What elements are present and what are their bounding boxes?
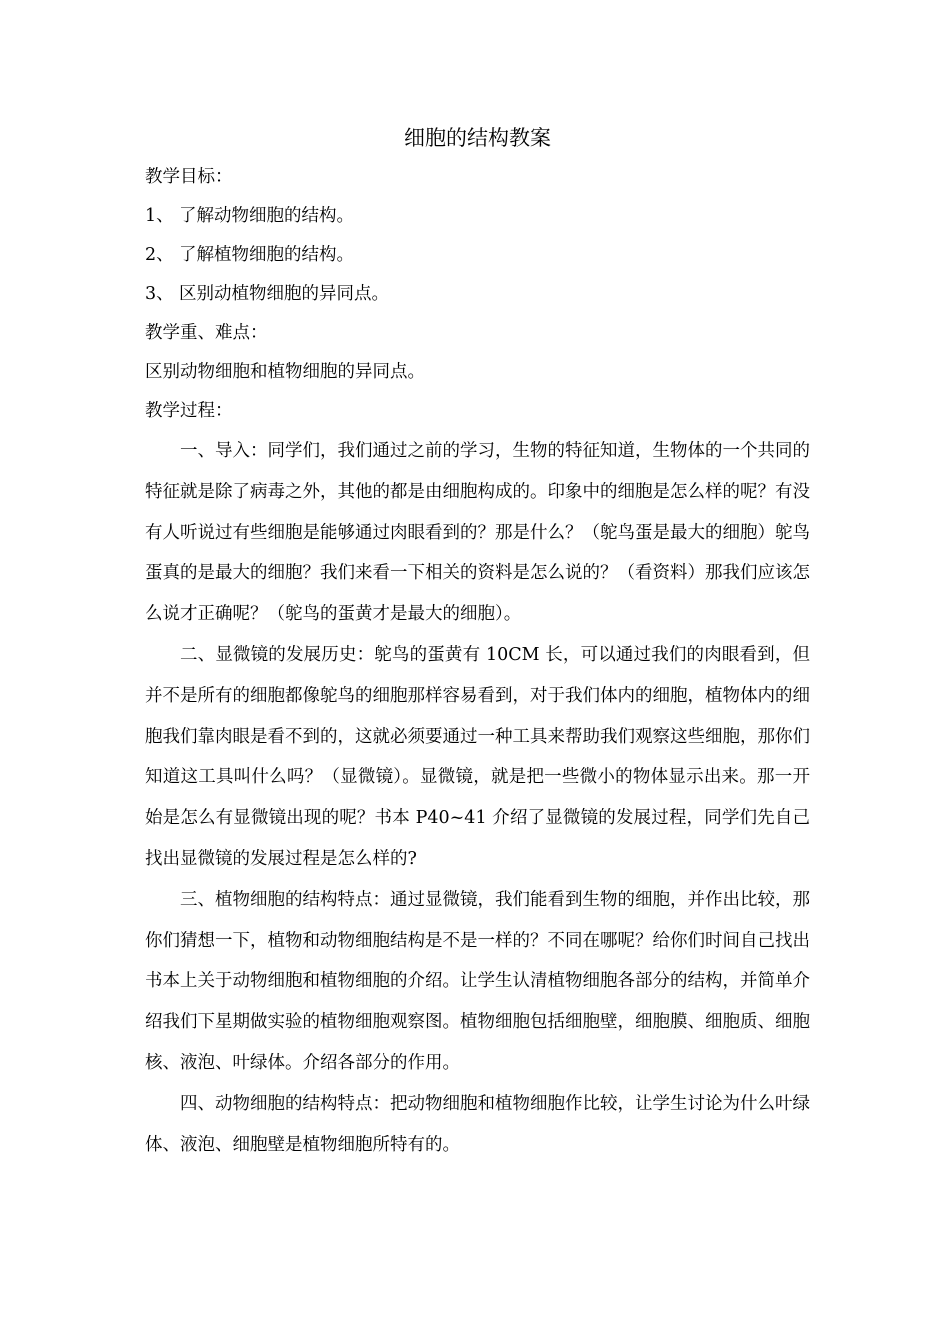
document-title: 细胞的结构教案: [404, 126, 551, 150]
objectives-heading: 教学目标：: [145, 167, 233, 187]
key-points-heading: 教学重、难点：: [145, 323, 268, 343]
document-page: [145, 122, 810, 1165]
objective-text: 了解植物细胞的结构。: [179, 245, 354, 265]
process-paragraph-2: 二、显微镜的发展历史：鸵鸟的蛋黄有 10CM 长，可以通过我们的肉眼看到，但并不是所有的细胞都像鸵鸟的细胞那样容易看到，对于我们体内的细胞，植物体内的细胞我们靠肉眼是看不到的，这就必须要通过一种工具来帮助我们观察这些细胞，那你们知道这工具叫什么吗？（显微镜）。显微镜，就是把一些微小的物体显示出来。那一开始是怎么有显微镜出现的呢？书本 P40~41 介绍了显微镜的发展过程，同学们先自己找出显微镜的发展过程是怎么样的?: [145, 644, 810, 869]
objective-text: 了解动物细胞的结构。: [179, 206, 354, 226]
process-paragraph-4: 四、动物细胞的结构特点：把动物细胞和植物细胞作比较，让学生讨论为什么叶绿体、液泡、细胞壁是植物细胞所特有的。: [145, 1093, 810, 1155]
process-paragraph-3: 三、植物细胞的结构特点：通过显微镜，我们能看到生物的细胞，并作出比较，那你们猜想一下，植物和动物细胞结构是不是一样的？不同在哪呢？给你们时间自己找出书本上关于动物细胞和植物细胞的介绍。让学生认清植物细胞各部分的结构，并简单介绍我们下星期做实验的植物细胞观察图。植物细胞包括细胞壁，细胞膜、细胞质、细胞核、液泡、叶绿体。介绍各部分的作用。: [145, 889, 810, 1073]
objective-number: 2、: [145, 245, 174, 265]
process-heading: 教学过程：: [145, 401, 233, 421]
objective-item-3: [145, 275, 810, 314]
objective-item-2: [145, 236, 810, 275]
objective-item-1: [145, 197, 810, 236]
key-points-text: 区别动物细胞和植物细胞的异同点。: [145, 362, 425, 382]
objective-number: 3、: [145, 284, 174, 304]
objective-number: 1、: [145, 206, 174, 226]
objective-text: 区别动植物细胞的异同点。: [179, 284, 389, 304]
process-paragraph-1: 一、导入：同学们，我们通过之前的学习，生物的特征知道，生物体的一个共同的特征就是除了病毒之外，其他的都是由细胞构成的。印象中的细胞是怎么样的呢？有没有人听说过有些细胞是能够通过肉眼看到的？那是什么？（鸵鸟蛋是最大的细胞）鸵鸟蛋真的是最大的细胞？我们来看一下相关的资料是怎么说的？（看资料）那我们应该怎么说才正确呢？（鸵鸟的蛋黄才是最大的细胞）。: [145, 441, 810, 625]
